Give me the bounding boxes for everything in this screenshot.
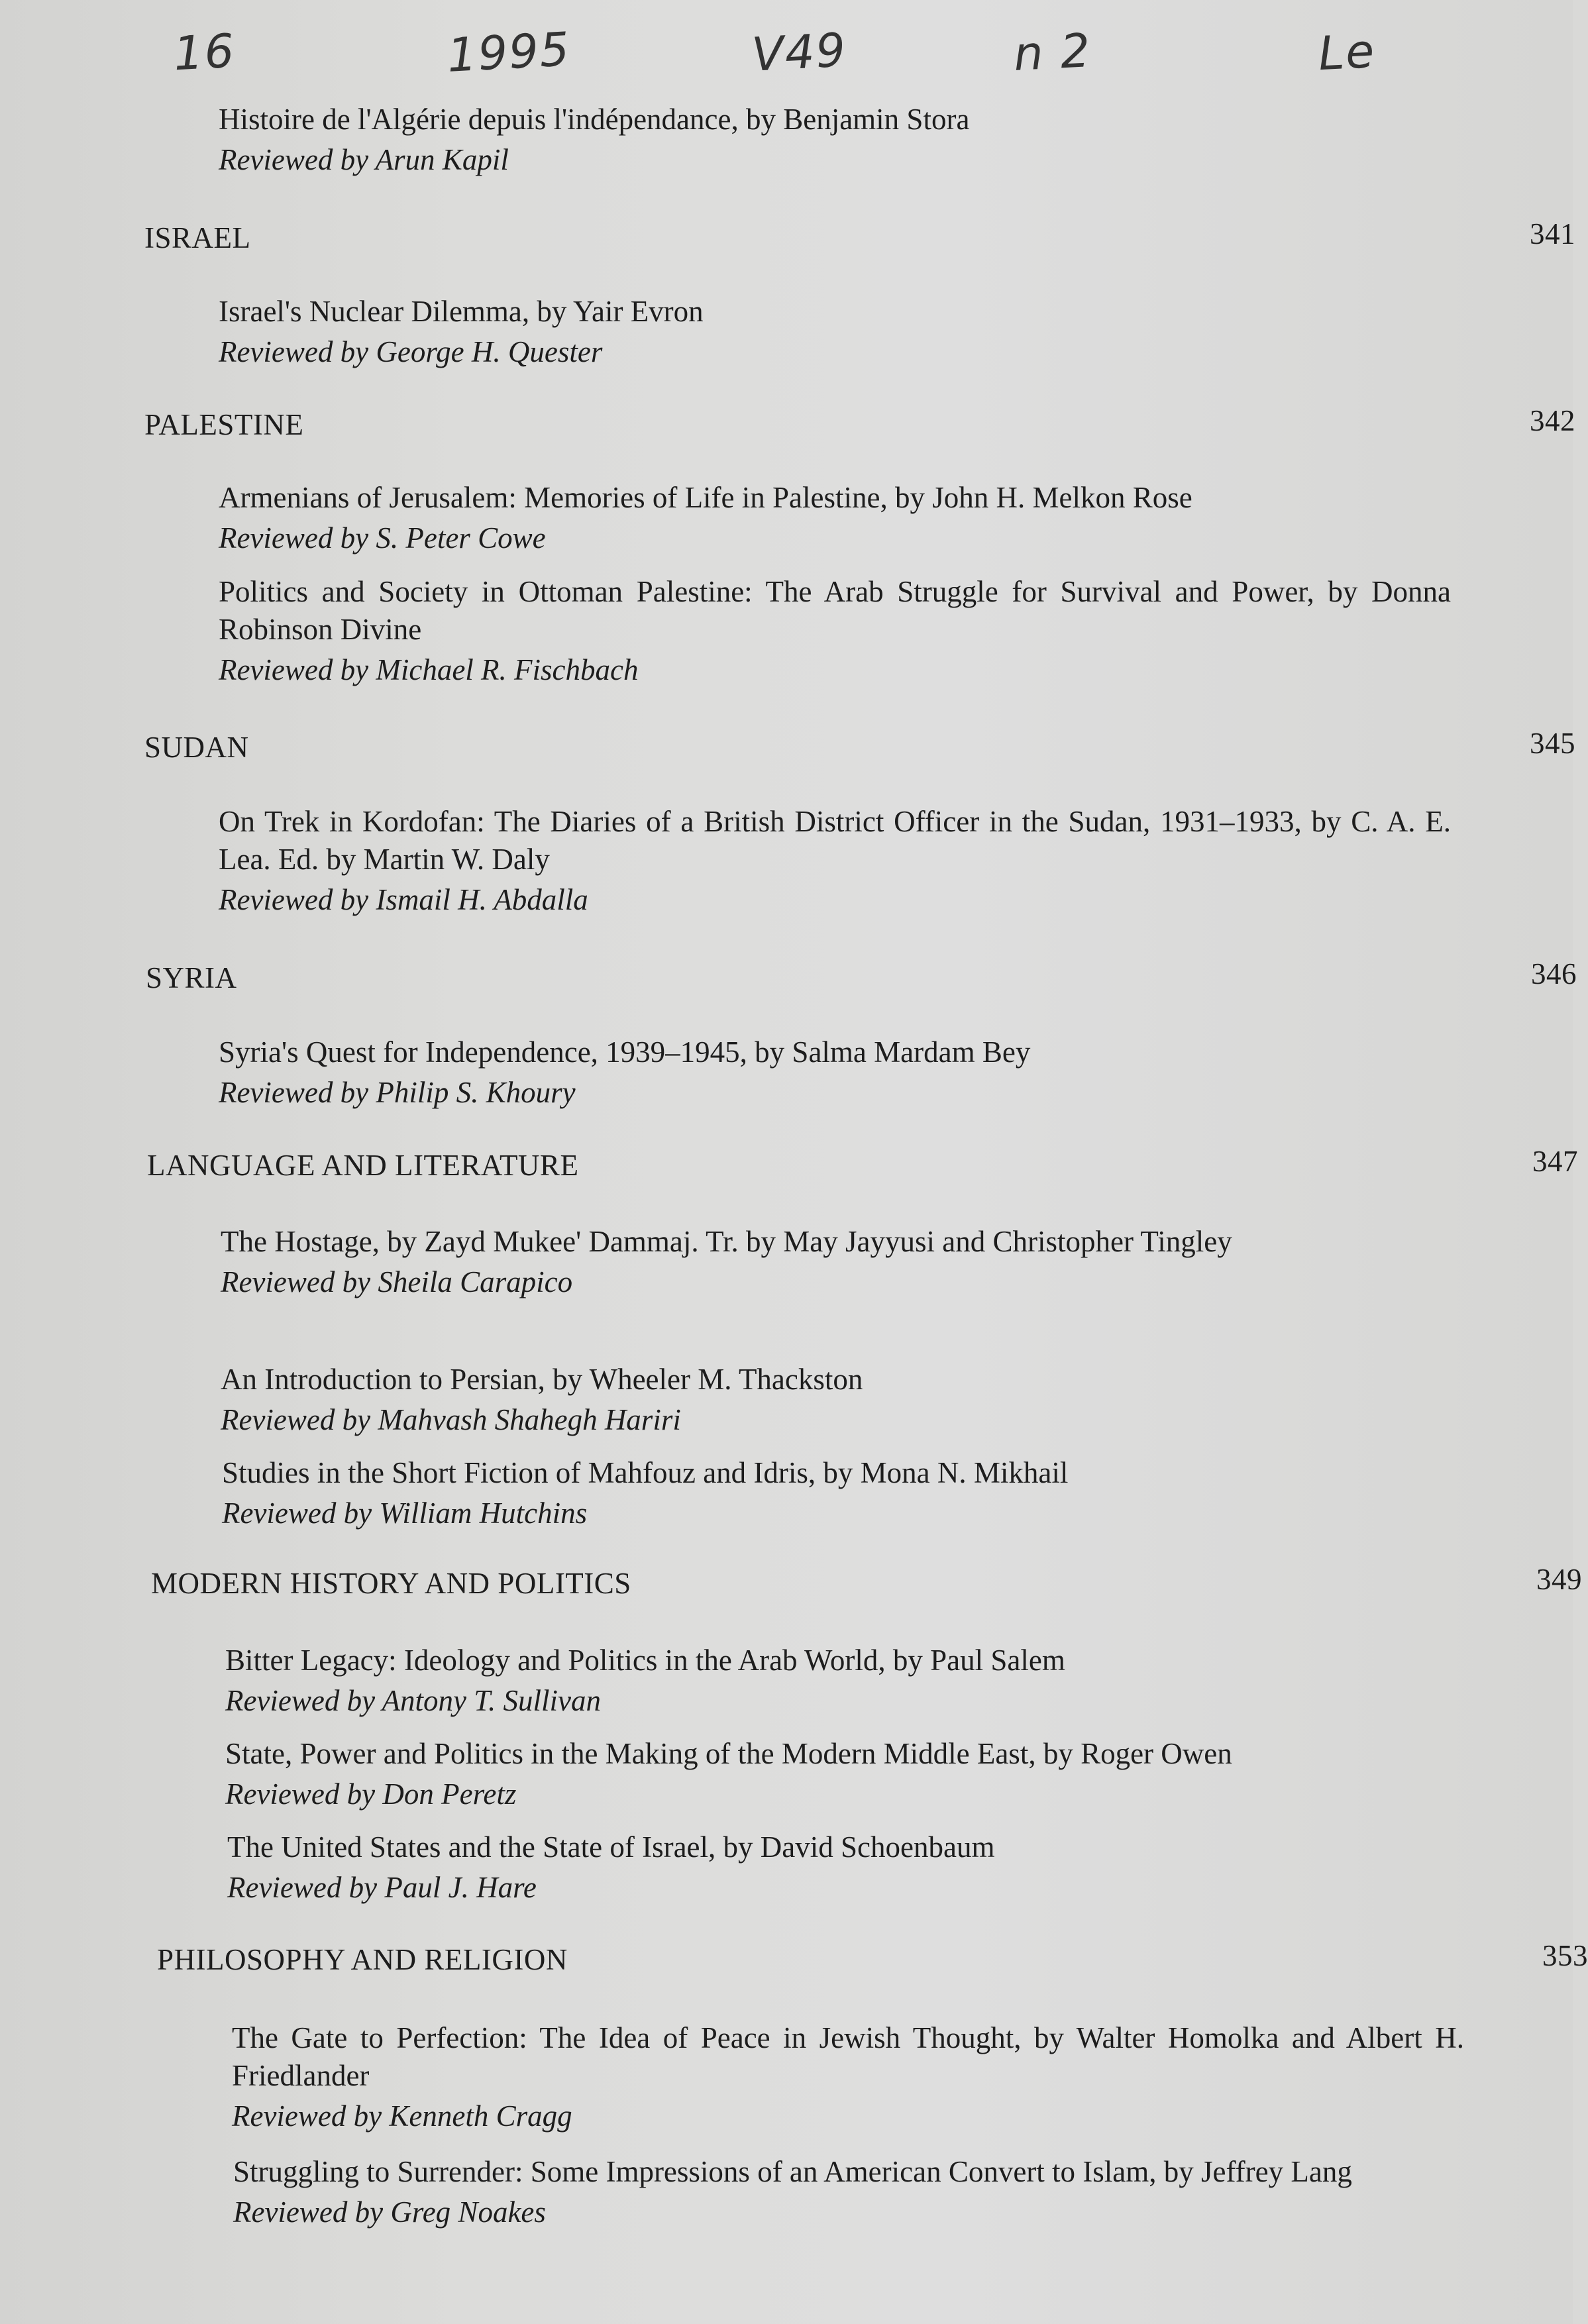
review-entry	[225, 1642, 1457, 1720]
book-title: The Hostage, by Zayd Mukee' Dammaj. Tr. by May Jayyusi and Christopher Tingley	[221, 1225, 1232, 1258]
section-title: ISRAEL	[144, 221, 251, 254]
review-entry	[225, 1735, 1457, 1813]
handwritten-note: n 2	[1012, 23, 1093, 82]
review-entry	[232, 2019, 1464, 2135]
reviewer-name: Reviewed by Antony T. Sullivan	[225, 1684, 601, 1717]
section-title: SUDAN	[144, 731, 249, 764]
review-entry	[221, 1361, 1453, 1439]
book-title: The United States and the State of Israel, by David Schoenbaum	[227, 1830, 995, 1864]
review-entry	[221, 1223, 1453, 1301]
reviewer-name: Reviewed by Paul J. Hare	[227, 1871, 537, 1904]
review-entry	[219, 101, 1451, 179]
reviewer-name: Reviewed by William Hutchins	[222, 1497, 588, 1530]
book-title: On Trek in Kordofan: The Diaries of a British District Officer in the Sudan, 1931–1933, by C. A. E. Lea. Ed. by Martin W. Daly	[219, 805, 1451, 876]
book-title: Syria's Quest for Independence, 1939–1945, by Salma Mardam Bey	[219, 1035, 1031, 1069]
handwritten-note: V49	[750, 23, 849, 82]
section-page-number: 345	[1530, 727, 1575, 760]
book-title: Struggling to Surrender: Some Impressions of an American Convert to Islam, by Jeffrey Lang	[233, 2155, 1352, 2188]
reviewer-name: Reviewed by Michael R. Fischbach	[219, 653, 639, 686]
section-title: LANGUAGE AND LITERATURE	[147, 1149, 579, 1182]
book-title: Bitter Legacy: Ideology and Politics in the Arab World, by Paul Salem	[225, 1644, 1065, 1677]
section-title: SYRIA	[146, 961, 237, 994]
review-entry	[219, 293, 1451, 371]
book-title: Israel's Nuclear Dilemma, by Yair Evron	[219, 295, 704, 328]
review-entry	[219, 573, 1451, 689]
review-entry	[233, 2153, 1465, 2231]
review-entry	[219, 479, 1451, 557]
section-page-number: 346	[1531, 957, 1577, 990]
reviewer-name: Reviewed by Don Peretz	[225, 1777, 517, 1811]
handwritten-note: 1995	[445, 22, 572, 83]
book-title: Politics and Society in Ottoman Palestine: The Arab Struggle for Survival and Power, by Donna Robinson Divine	[219, 575, 1451, 646]
book-title: Studies in the Short Fiction of Mahfouz and Idris, by Mona N. Mikhail	[222, 1456, 1069, 1489]
reviewer-name: Reviewed by Kenneth Cragg	[232, 2099, 572, 2133]
reviewer-name: Reviewed by Sheila Carapico	[221, 1265, 573, 1298]
reviewer-name: Reviewed by Philip S. Khoury	[219, 1076, 576, 1109]
section-title: PALESTINE	[144, 408, 304, 441]
section-title: PHILOSOPHY AND RELIGION	[157, 1943, 568, 1976]
review-entry	[227, 1828, 1459, 1907]
reviewer-name: Reviewed by Ismail H. Abdalla	[219, 883, 588, 916]
section-page-number: 353	[1542, 1939, 1588, 1972]
reviewer-name: Reviewed by Mahvash Shahegh Hariri	[221, 1403, 681, 1436]
section-title: MODERN HISTORY AND POLITICS	[151, 1567, 631, 1600]
reviewer-name: Reviewed by Greg Noakes	[233, 2195, 546, 2229]
review-entry	[222, 1454, 1454, 1532]
book-title: An Introduction to Persian, by Wheeler M. Thackston	[221, 1363, 863, 1396]
reviewer-name: Reviewed by Arun Kapil	[219, 143, 509, 176]
handwritten-note: Le	[1316, 23, 1377, 81]
book-title: Histoire de l'Algérie depuis l'indépendance, by Benjamin Stora	[219, 103, 970, 136]
review-entry	[219, 1033, 1451, 1112]
review-entry	[219, 803, 1451, 919]
section-page-number: 342	[1530, 404, 1575, 437]
handwritten-note: 16	[172, 23, 237, 81]
book-title: The Gate to Perfection: The Idea of Peace in Jewish Thought, by Walter Homolka and Albert H. Friedlander	[232, 2021, 1464, 2092]
book-title: Armenians of Jerusalem: Memories of Life in Palestine, by John H. Melkon Rose	[219, 481, 1192, 514]
book-title: State, Power and Politics in the Making of the Modern Middle East, by Roger Owen	[225, 1737, 1232, 1770]
reviewer-name: Reviewed by S. Peter Cowe	[219, 521, 546, 555]
section-page-number: 349	[1536, 1563, 1582, 1596]
section-page-number: 347	[1532, 1145, 1578, 1178]
section-page-number: 341	[1530, 217, 1575, 250]
reviewer-name: Reviewed by George H. Quester	[219, 335, 603, 368]
